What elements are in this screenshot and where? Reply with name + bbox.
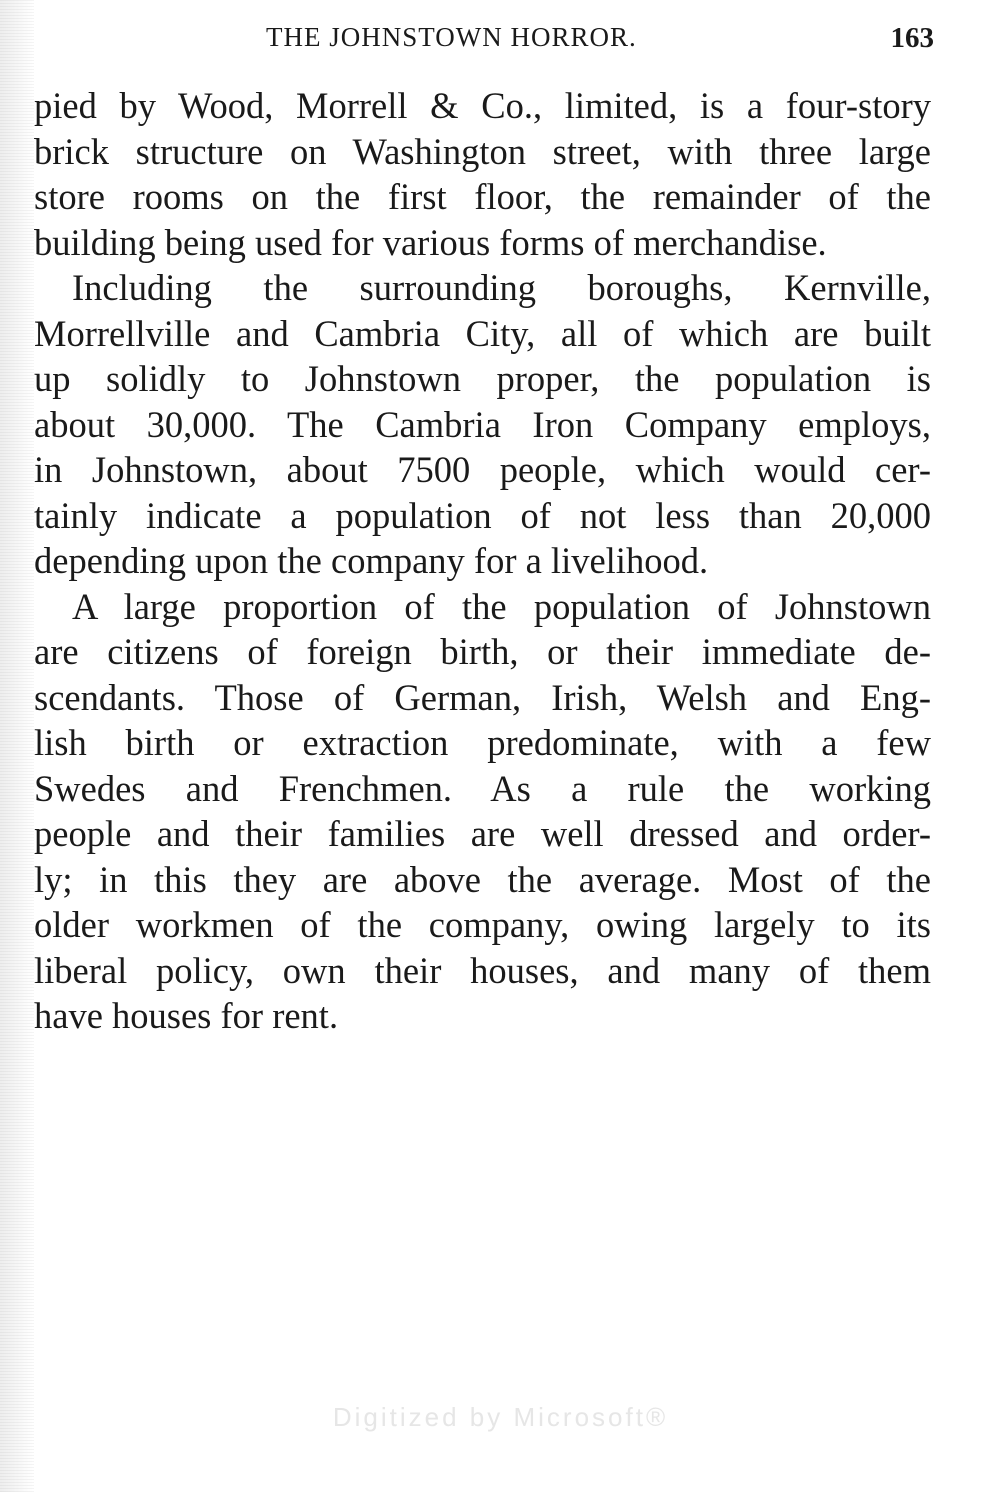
text-line: in Johnstown, about 7500 people, which would cer- (34, 449, 931, 490)
body-text (34, 83, 931, 1039)
paragraph (34, 265, 931, 584)
text-line: lish birth or extraction predominate, with a few (34, 722, 931, 763)
text-line: tainly indicate a population of not less than 20,000 (34, 494, 931, 536)
text-line: brick structure on Washington street, with three large (34, 130, 931, 172)
text-line: are citizens of foreign birth, or their immediate de- (34, 631, 931, 672)
text-line: Including the surrounding boroughs, Kernville, (72, 267, 931, 308)
text-line: Morrellville and Cambria City, all of which are built (34, 312, 931, 354)
text-line: ly; in this they are above the average. Most of the (34, 858, 931, 900)
text-line: people and their families are well dressed and order- (34, 813, 931, 854)
text-line: have houses for rent. (34, 995, 339, 1036)
page-header (32, 22, 934, 62)
text-line: about 30,000. The Cambria Iron Company employs, (34, 403, 931, 445)
text-line: scendants. Those of German, Irish, Welsh and Eng- (34, 676, 931, 718)
text-line: Swedes and Frenchmen. As a rule the working (34, 767, 931, 809)
text-line: liberal policy, own their houses, and many of them (34, 949, 931, 991)
page-number: 163 (890, 22, 934, 54)
scan-edge-shadow (0, 0, 34, 1492)
text-line: depending upon the company for a livelihood. (34, 540, 709, 581)
text-line: pied by Wood, Morrell & Co., limited, is a four-story (34, 85, 931, 126)
text-line: up solidly to Johnstown proper, the population is (34, 358, 931, 399)
paragraph (34, 584, 931, 1039)
text-line: A large proportion of the population of Johnstown (72, 585, 931, 627)
paragraph (34, 83, 931, 265)
text-line: older workmen of the company, owing largely to its (34, 904, 931, 945)
text-line: store rooms on the first floor, the remainder of the (34, 176, 931, 217)
running-title: THE JOHNSTOWN HORROR. (266, 22, 637, 52)
text-line: building being used for various forms of merchandise. (34, 221, 827, 263)
digitization-watermark: Digitized by Microsoft® (332, 1402, 669, 1432)
